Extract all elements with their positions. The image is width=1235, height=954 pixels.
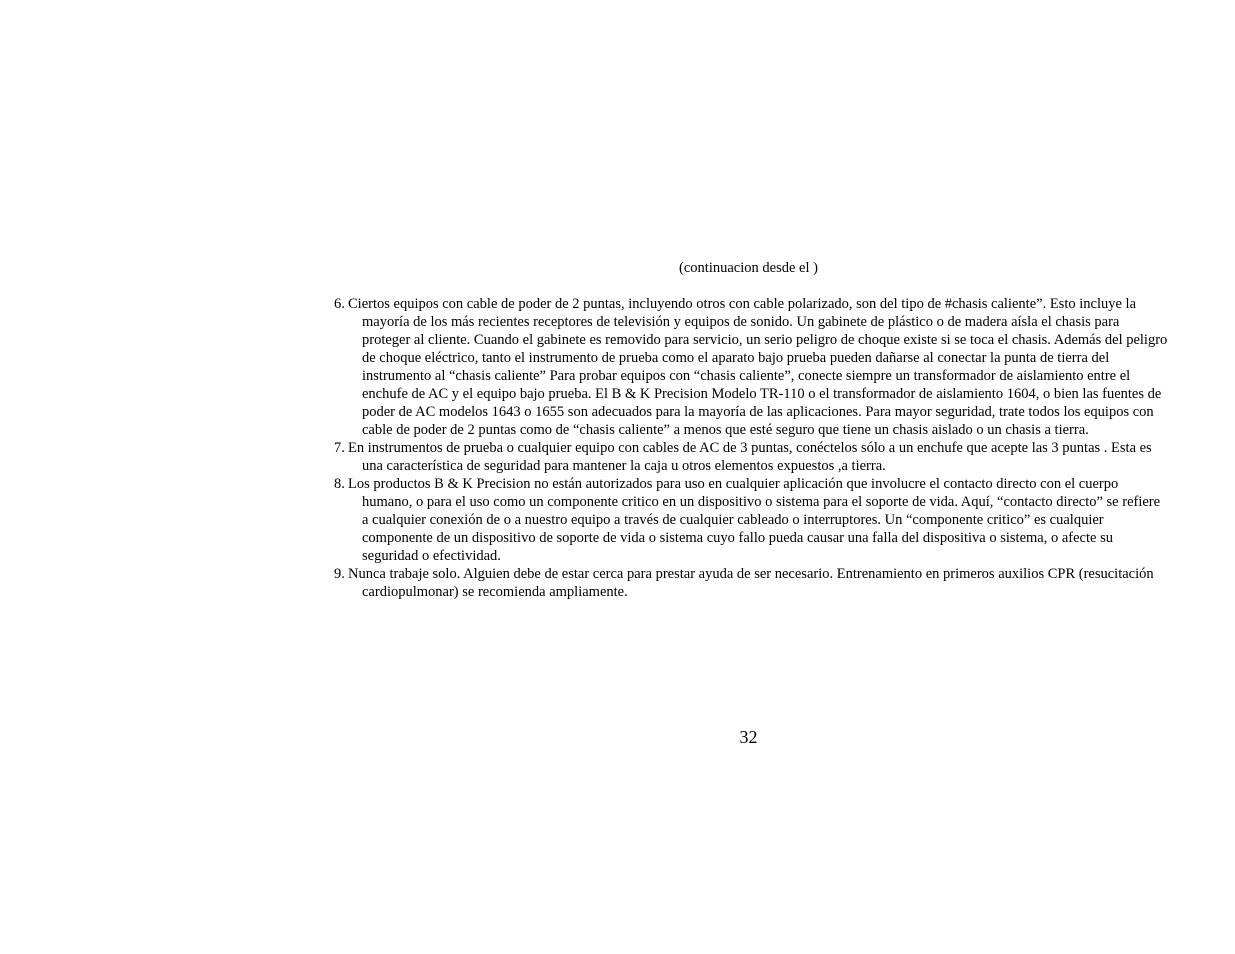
list-item-8 <box>334 475 1169 565</box>
item-text: Nunca trabaje solo. Alguien debe de estar cerca para prestar ayuda de ser necesario. Entrenamiento en primeros auxilios CPR (resucitación cardiopulmonar) se recomienda ampliamente. <box>348 566 1154 600</box>
item-number: 9. <box>334 566 345 582</box>
item-text: Los productos B & K Precision no están autorizados para uso en cualquier aplicación que involucre el contacto directo con el cuerpo humano, o para el uso como un componente critico en un dispositivo o sistema para el soporte de vida. Aquí, “contacto directo” se refiere a cualquier conexión de o a nuestro equipo a través de cualquier cableado o interruptores. Un “componente critico” es cualquier componente de un dispositivo de soporte de vida o sistema cuyo fallo pueda causar una falla del dispositiva o sistema, o afecte su seguridad o efectividad. <box>348 476 1161 564</box>
page-number: 32 <box>739 727 758 747</box>
list-item-9 <box>334 565 1169 601</box>
item-text: Ciertos equipos con cable de poder de 2 puntas, incluyendo otros con cable polarizado, son del tipo de #chasis caliente”. Esto incluye la mayoría de los más recientes receptores de televisión y equipos de sonido. Un gabinete de plástico o de madera aísla el chasis para proteger al cliente. Cuando el gabinete es removido para servicio, un serio peligro de choque existe si se toca el chasis. Además del peligro de choque eléctrico, tanto el instrumento de prueba como el aparato bajo prueba pueden dañarse al conectar la punta de tierra del instrumento al “chasis caliente” Para probar equipos con “chasis caliente”, conecte siempre un transformador de aislamiento entre el enchufe de AC y el equipo bajo prueba. El B & K Precision Modelo TR-110 o el transformador de aislamiento 1604, o bien las fuentes de poder de AC modelos 1643 o 1655 son adecuados para la mayoría de las aplicaciones. Para mayor seguridad, trate todos los equipos con cable de poder de 2 puntas como de “chasis caliente” a menos que esté seguro que tiene un chasis aislado o un chasis a tierra. <box>348 296 1168 438</box>
item-number: 7. <box>334 440 345 456</box>
item-text: En instrumentos de prueba o cualquier equipo con cables de AC de 3 puntas, conéctelos sólo a un enchufe que acepte las 3 puntas . Esta es una característica de seguridad para mantener la caja u otros elementos expuestos ,a tierra. <box>348 440 1152 474</box>
list-item-7 <box>334 439 1169 475</box>
safety-items-list <box>334 295 1169 601</box>
item-number: 6. <box>334 296 345 312</box>
list-item-6 <box>334 295 1169 439</box>
continuation-note: (continuacion desde el ) <box>679 260 818 276</box>
item-number: 8. <box>334 476 345 492</box>
